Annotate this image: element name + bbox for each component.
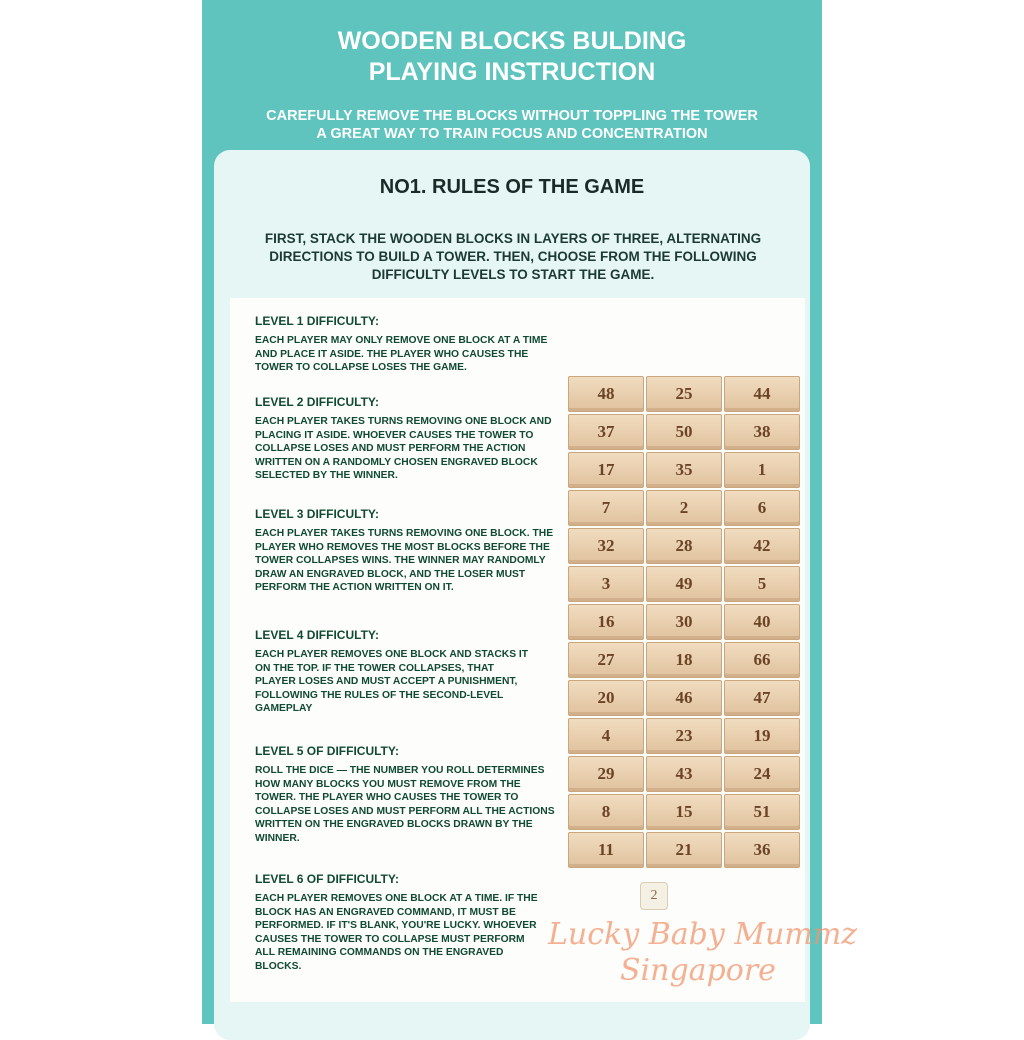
tower-block: 4 xyxy=(568,718,644,754)
tower-block: 11 xyxy=(568,832,644,868)
tower-block: 47 xyxy=(724,680,800,716)
level-5 xyxy=(255,744,555,845)
tower-block: 46 xyxy=(646,680,722,716)
tower-block: 27 xyxy=(568,642,644,678)
tower-block: 44 xyxy=(724,376,800,412)
tower-block: 2 xyxy=(646,490,722,526)
tower-block: 66 xyxy=(724,642,800,678)
title-line-2: PLAYING INSTRUCTION xyxy=(368,58,656,86)
level-text: EACH PLAYER REMOVES ONE BLOCK AT A TIME. IF THE BLOCK HAS AN ENGRAVED COMMAND, IT MUST BE PERFORMED. IF IT'S BLANK, YOU'RE LUCKY. WHOEVER CAUSES THE TOWER TO COLLAPSE MUST PERFORM ALL REMAINING COMMANDS ON THE ENGRAVED BLOCKS. xyxy=(255,893,538,972)
tower-block: 23 xyxy=(646,718,722,754)
level-text: EACH PLAYER TAKES TURNS REMOVING ONE BLOCK AND PLACING IT ASIDE. WHOEVER CAUSES THE TOWER TO COLLAPSE LOSES AND MUST PERFORM THE ACTION WRITTEN ON A RANDOMLY CHOSEN ENGRAVED BLOCK SELECTED BY THE WINNER. xyxy=(255,416,552,481)
level-6 xyxy=(255,872,540,973)
tower-block: 24 xyxy=(724,756,800,792)
tower-block: 15 xyxy=(646,794,722,830)
tower-block: 8 xyxy=(568,794,644,830)
level-title: LEVEL 1 DIFFICULTY: xyxy=(255,314,380,328)
level-title: LEVEL 4 DIFFICULTY: xyxy=(255,628,380,642)
tower-block: 7 xyxy=(568,490,644,526)
page-title xyxy=(202,26,822,88)
rules-heading: NO1. RULES OF THE GAME xyxy=(379,176,645,198)
dice: 2 xyxy=(640,882,668,910)
tower-block: 40 xyxy=(724,604,800,640)
subtitle-line-2: A GREAT WAY TO TRAIN FOCUS AND CONCENTRATION xyxy=(316,126,708,142)
tower-block: 37 xyxy=(568,414,644,450)
level-title: LEVEL 6 OF DIFFICULTY: xyxy=(255,872,399,886)
level-3 xyxy=(255,507,555,595)
level-text: EACH PLAYER MAY ONLY REMOVE ONE BLOCK AT A TIME AND PLACE IT ASIDE. THE PLAYER WHO CAUSES THE TOWER TO COLLAPSE LOSES THE GAME. xyxy=(255,335,548,373)
tower-block: 1 xyxy=(724,452,800,488)
page-subtitle xyxy=(202,107,822,143)
rules-intro: FIRST, STACK THE WOODEN BLOCKS IN LAYERS OF THREE, ALTERNATING DIRECTIONS TO BUILD A TOWER. THEN, CHOOSE FROM THE FOLLOWING DIFFICULTY LEVELS TO START THE GAME. xyxy=(264,231,762,282)
level-text: EACH PLAYER REMOVES ONE BLOCK AND STACKS IT ON THE TOP. IF THE TOWER COLLAPSES, THAT PLAYER LOSES AND MUST ACCEPT A PUNISHMENT, FOLLOWING THE RULES OF THE SECOND-LEVEL GAMEPLAY xyxy=(255,649,529,714)
level-text: ROLL THE DICE — THE NUMBER YOU ROLL DETERMINES HOW MANY BLOCKS YOU MUST REMOVE FROM THE TOWER. THE PLAYER WHO CAUSES THE TOWER TO COLLAPSE LOSES AND MUST PERFORM ALL THE ACTIONS WRITTEN ON THE ENGRAVED BLOCKS DRAWN BY THE WINNER. xyxy=(255,765,555,844)
tower-block: 29 xyxy=(568,756,644,792)
level-4 xyxy=(255,628,535,716)
watermark-line-1: Lucky Baby Mummz xyxy=(548,917,858,952)
level-text: EACH PLAYER TAKES TURNS REMOVING ONE BLOCK. THE PLAYER WHO REMOVES THE MOST BLOCKS BEFORE THE TOWER COLLAPSES WINS. THE WINNER MAY RANDOMLY DRAW AN ENGRAVED BLOCK, AND THE LOSER MUST PERFORM THE ACTION WRITTEN ON IT. xyxy=(255,528,554,593)
tower-block: 43 xyxy=(646,756,722,792)
tower-block: 38 xyxy=(724,414,800,450)
level-title: LEVEL 3 DIFFICULTY: xyxy=(255,507,380,521)
watermark-line-2: Singapore xyxy=(620,953,776,988)
tower-block: 49 xyxy=(646,566,722,602)
title-line-1: WOODEN BLOCKS BULDING xyxy=(337,27,687,55)
tower-block: 28 xyxy=(646,528,722,564)
tower-block: 35 xyxy=(646,452,722,488)
tower-block: 17 xyxy=(568,452,644,488)
tower-block: 21 xyxy=(646,832,722,868)
subtitle-line-1: CAREFULLY REMOVE THE BLOCKS WITHOUT TOPPLING THE TOWER xyxy=(266,108,758,124)
tower-block: 48 xyxy=(568,376,644,412)
tower-block: 18 xyxy=(646,642,722,678)
tower-block: 3 xyxy=(568,566,644,602)
tower-block: 51 xyxy=(724,794,800,830)
tower-block: 50 xyxy=(646,414,722,450)
tower-block: 42 xyxy=(724,528,800,564)
tower-block: 32 xyxy=(568,528,644,564)
tower-block: 5 xyxy=(724,566,800,602)
level-title: LEVEL 2 DIFFICULTY: xyxy=(255,395,380,409)
level-title: LEVEL 5 OF DIFFICULTY: xyxy=(255,744,399,758)
level-2 xyxy=(255,395,555,483)
tower-block: 6 xyxy=(724,490,800,526)
tower-block: 20 xyxy=(568,680,644,716)
tower-block: 25 xyxy=(646,376,722,412)
tower-block: 36 xyxy=(724,832,800,868)
tower-block: 16 xyxy=(568,604,644,640)
tower-block: 30 xyxy=(646,604,722,640)
tower-block: 19 xyxy=(724,718,800,754)
level-1 xyxy=(255,314,555,375)
